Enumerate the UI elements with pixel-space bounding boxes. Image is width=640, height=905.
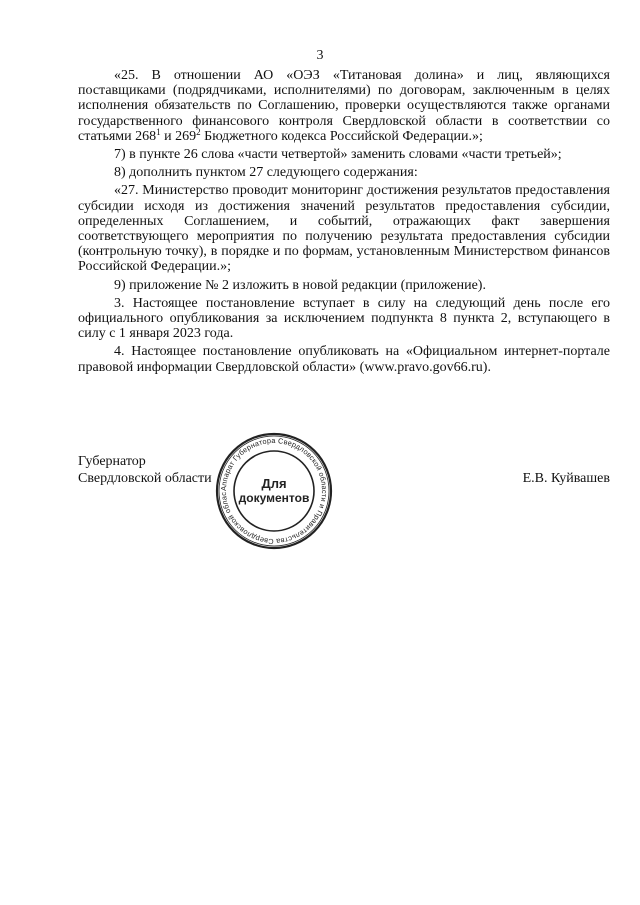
paragraph-25 (78, 68, 610, 144)
stamp-center-line-2: документов (238, 491, 310, 505)
paragraph-section-3: 3. Настоящее постановление вступает в силу на следующий день после его официального опубликования за исключением подпункта 8 пункта 2, вступающего в силу с 1 января 2023 года. (78, 295, 610, 342)
document-body (78, 68, 610, 375)
paragraph-27: «27. Министерство проводит мониторинг достижения результатов предоставления субсидии исходя из достижения значений результатов предоставления субсидии, определенных Соглашением, и событий, отражающих факт завершения соответствующего мероприятия по получению результата предоставления субсидии (контрольную точку), в порядке и по формам, установленным Министерством финансов Российской Федерации.»; (78, 183, 610, 275)
stamp-ring-text: Аппарат Губернатора Свердловской области и Правительства Свердловской облас (218, 435, 330, 547)
superscript-2: 2 (196, 126, 201, 137)
paragraph-item-9: 9) приложение № 2 изложить в новой редакции (приложение). (114, 277, 486, 293)
superscript-1: 1 (156, 126, 161, 137)
stamp-center-text (215, 432, 333, 550)
signature-name: Е.В. Куйвашев (522, 471, 610, 486)
paragraph-section-4: 4. Настоящее постановление опубликовать на «Официальном интернет-портале правовой информации Свердловской области» (www.pravo.gov66.ru). (78, 344, 610, 375)
paragraph-25-text-b: и 269 (160, 128, 197, 144)
signature-title-line-2: Свердловской области (78, 471, 212, 486)
paragraph-25-text-c: Бюджетного кодекса Российской Федерации.»; (200, 128, 483, 144)
signature-title-line-1: Губернатор (78, 454, 146, 469)
paragraph-item-8: 8) дополнить пунктом 27 следующего содержания: (114, 165, 418, 181)
page-number: 3 (316, 48, 324, 63)
paragraph-25-text-a: «25. В отношении АО «ОЭЗ «Титановая долина» и лиц, являющихся поставщиками (подрядчиками, исполнителями) по договорам, заключенным в целях исполнения обязательств по Соглашению, проверки осуществляются также органами государственного финансового контроля Свердловской области в соответствии со статьями 268 (78, 68, 610, 144)
stamp-center-line-1: Для (261, 476, 287, 491)
paragraph-item-7: 7) в пункте 26 слова «части четвертой» заменить словами «части третьей»; (114, 147, 562, 163)
official-stamp (215, 432, 333, 550)
signature-title (78, 453, 212, 487)
